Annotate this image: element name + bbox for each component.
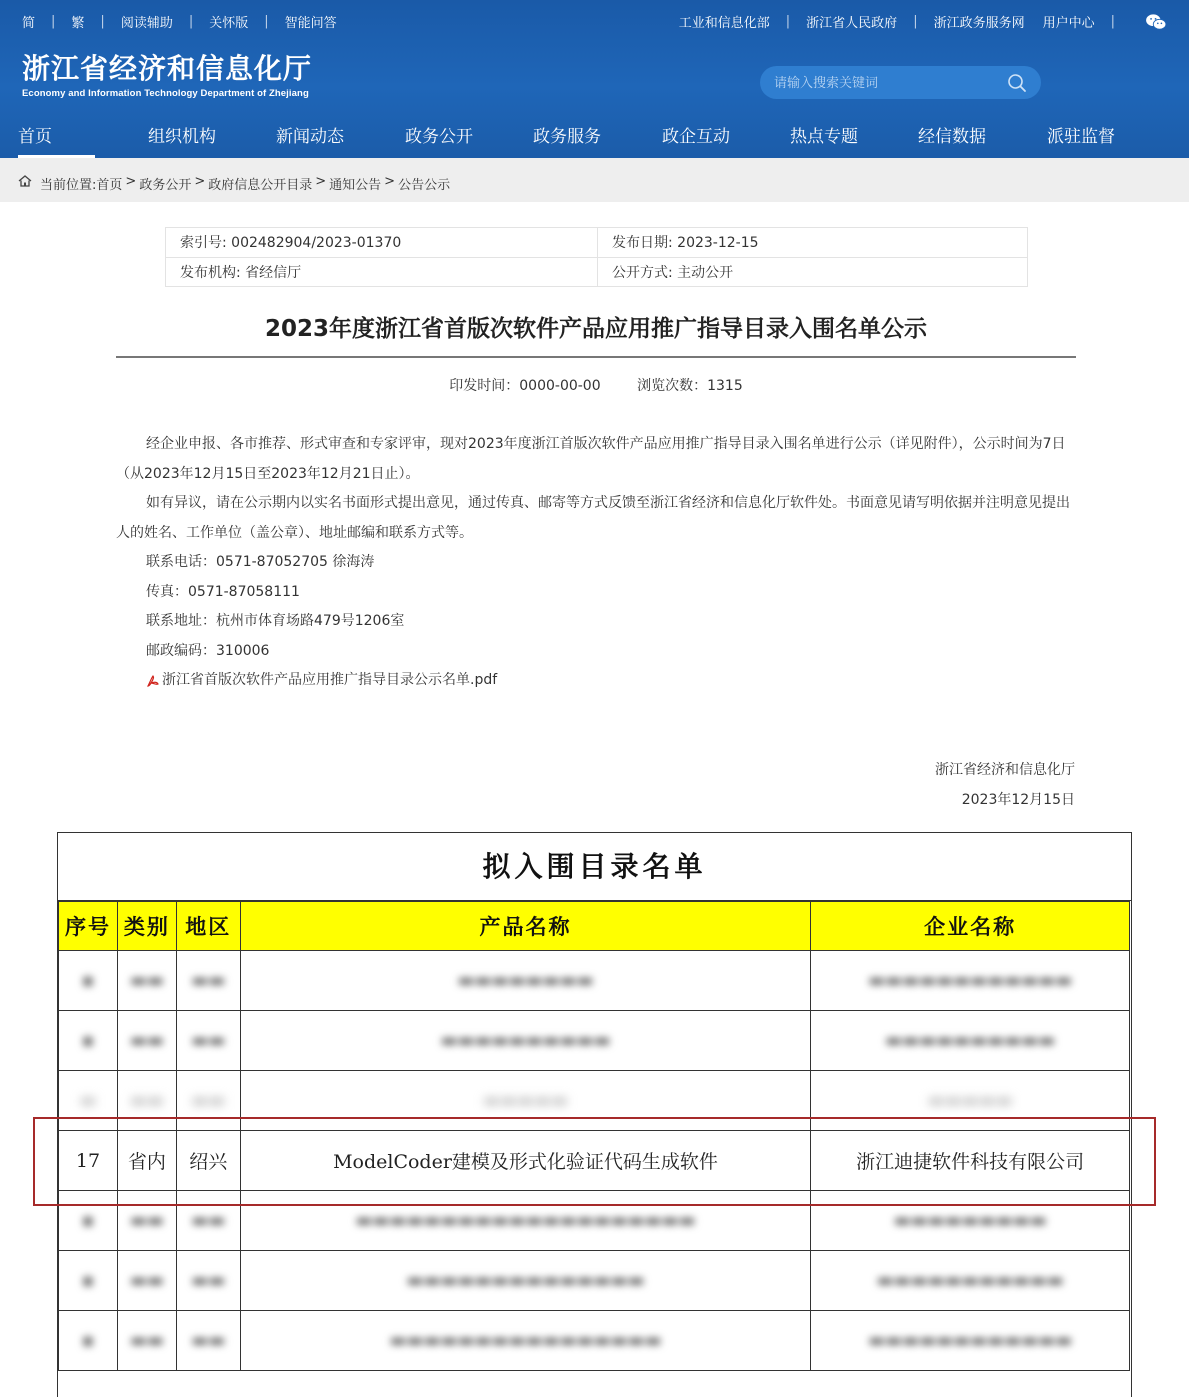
blurred-cell: ▬▬▬▬▬▬▬▬▬▬▬▬▬▬▬▬▬▬▬▬	[240, 1191, 810, 1251]
blurred-row	[59, 1191, 1130, 1251]
nav-gov-services[interactable]: 政务服务	[533, 127, 601, 147]
nav-interaction[interactable]: 政企互动	[662, 127, 730, 147]
blurred-cell: ▬▬▬▬▬▬▬▬▬▬▬▬	[811, 951, 1130, 1011]
candidate-list-image	[57, 832, 1132, 1397]
blurred-cell: ▬▬▬▬▬▬▬▬▬▬▬▬▬▬▬▬	[240, 1311, 810, 1371]
nav-organization[interactable]: 组织机构	[148, 127, 216, 147]
breadcrumb-separator: >	[125, 174, 137, 189]
blurred-cell: ▬▬	[176, 1191, 240, 1251]
blurred-cell: ▬▬▬▬▬	[811, 1071, 1130, 1131]
meta-publish-date: 发布日期: 2023-12-15	[612, 235, 759, 251]
blurred-cell: ▬▬	[117, 1251, 176, 1311]
blurred-cell: ▬	[59, 1071, 118, 1131]
top-bar-right	[679, 12, 1167, 31]
separator: |	[51, 14, 56, 29]
signature-block	[935, 755, 1075, 815]
title-divider	[116, 356, 1076, 358]
blurred-cell: ▬▬	[176, 1311, 240, 1371]
breadcrumb-home[interactable]: 首页	[96, 178, 123, 193]
breadcrumb-separator: >	[194, 174, 206, 189]
blurred-cell: ▬▬▬▬▬	[240, 1071, 810, 1131]
logo-chinese-name: 浙江省经济和信息化厅	[22, 52, 313, 85]
top-bar-left	[22, 12, 337, 31]
breadcrumb	[0, 158, 1189, 202]
article-body	[116, 430, 1076, 696]
breadcrumb-prefix: 当前位置:	[40, 178, 97, 193]
miit-link[interactable]: 工业和信息化部	[678, 16, 770, 31]
site-header	[0, 0, 1189, 158]
row-region: 绍兴	[176, 1131, 240, 1191]
blurred-row	[59, 1071, 1130, 1131]
top-bar	[0, 0, 1189, 40]
blurred-cell: ▬▬	[117, 1011, 176, 1071]
breadcrumb-trail	[40, 174, 450, 193]
separator: |	[913, 14, 918, 29]
article-meta-table	[165, 227, 1028, 287]
nav-home[interactable]: 首页	[18, 118, 95, 158]
zj-gov-link[interactable]: 浙江省人民政府	[806, 16, 898, 31]
blurred-cell: ▬▬	[176, 951, 240, 1011]
blurred-cell: ▬▬	[117, 1311, 176, 1371]
zj-service-link[interactable]: 浙江政务服务网	[933, 16, 1025, 31]
column-header-no: 序号	[59, 902, 118, 951]
logo-english-name: Economy and Information Technology Department of Zhejiang	[22, 88, 309, 99]
contact-phone: 联系电话：0571-87052705 徐海涛	[146, 554, 375, 570]
separator: |	[785, 14, 791, 29]
article-title: 2023年度浙江省首版次软件产品应用推广指导目录入围名单公示	[264, 316, 927, 342]
nav-supervision[interactable]: 派驻监督	[1047, 127, 1115, 147]
blurred-row	[59, 1311, 1130, 1371]
blurred-cell: ▬▬▬▬▬▬▬▬▬	[811, 1191, 1130, 1251]
nav-news[interactable]: 新闻动态	[276, 127, 344, 147]
row-company: 浙江迪捷软件科技有限公司	[811, 1131, 1130, 1191]
site-logo[interactable]	[22, 52, 312, 99]
meta-publisher: 发布机构: 省经信厅	[180, 265, 302, 281]
blurred-cell: ▬▬▬▬▬▬▬▬▬▬▬	[811, 1251, 1130, 1311]
separator: |	[264, 14, 269, 29]
blurred-cell: ▪	[59, 1251, 118, 1311]
blurred-cell: ▬▬	[117, 951, 176, 1011]
meta-index-no: 索引号: 002482904/2023-01370	[180, 235, 402, 251]
blurred-cell: ▪	[59, 1191, 118, 1251]
separator: |	[1110, 14, 1115, 29]
highlighted-row	[59, 1131, 1130, 1191]
row-category: 省内	[117, 1131, 176, 1191]
contact-address: 联系地址：杭州市体育场路479号1206室	[146, 613, 405, 629]
search-box	[760, 66, 1041, 99]
wechat-icon[interactable]	[1145, 13, 1167, 31]
smart-qa-link[interactable]: 智能问答	[284, 16, 337, 31]
pdf-icon	[146, 674, 160, 688]
blurred-cell: ▬▬	[176, 1011, 240, 1071]
blurred-cell: ▪	[59, 1011, 118, 1071]
candidate-list-table	[58, 901, 1130, 1371]
row-no: 17	[59, 1131, 118, 1191]
blurred-cell: ▬▬▬▬▬▬▬▬▬▬	[811, 1011, 1130, 1071]
care-version-link[interactable]: 关怀版	[209, 16, 249, 31]
nav-gov-affairs[interactable]: 政务公开	[405, 127, 473, 147]
column-header-category: 类别	[117, 902, 176, 951]
column-header-product: 产品名称	[240, 902, 810, 951]
blurred-cell: ▬▬	[117, 1191, 176, 1251]
breadcrumb-notices[interactable]: 通知公告	[329, 178, 382, 193]
blurred-cell: ▬▬	[176, 1071, 240, 1131]
attachment-filename: 浙江省首版次软件产品应用推广指导目录公示名单.pdf	[162, 672, 498, 688]
breadcrumb-separator: >	[384, 174, 396, 189]
signature-org: 浙江省经济和信息化厅	[935, 762, 1075, 778]
blurred-cell: ▪	[59, 951, 118, 1011]
blurred-cell: ▬▬▬▬▬▬▬▬▬▬▬▬▬▬	[240, 1251, 810, 1311]
blurred-cell: ▬▬▬▬▬▬▬▬	[240, 951, 810, 1011]
search-icon[interactable]	[1007, 73, 1027, 93]
blurred-row	[59, 951, 1130, 1011]
blurred-cell: ▬▬	[117, 1071, 176, 1131]
main-nav	[0, 118, 1189, 158]
home-icon	[18, 175, 32, 187]
breadcrumb-gov-affairs[interactable]: 政务公开	[139, 178, 192, 193]
attachment-link[interactable]	[116, 666, 1076, 696]
row-product: ModelCoder建模及形式化验证代码生成软件	[240, 1131, 810, 1191]
article-paragraph: 如有异议，请在公示期内以实名书面形式提出意见，通过传真、邮寄等方式反馈至浙江省经济和信息化厅软件处。书面意见请写明依据并注明意见提出人的姓名、工作单位（盖公章）、地址邮编和联系方式等。	[116, 495, 1070, 541]
user-center-link[interactable]: 用户中心	[1042, 16, 1095, 31]
issue-time: 印发时间：0000-00-00	[449, 378, 601, 394]
reading-aid-link[interactable]: 阅读辅助	[120, 16, 173, 31]
breadcrumb-announcements[interactable]: 公告公示	[398, 178, 451, 193]
separator: |	[188, 14, 194, 29]
breadcrumb-catalog[interactable]: 政府信息公开目录	[208, 178, 313, 193]
signature-date: 2023年12月15日	[961, 792, 1075, 808]
meta-disclosure: 公开方式: 主动公开	[612, 265, 734, 281]
blurred-cell: ▬▬▬▬▬▬▬▬▬▬	[240, 1011, 810, 1071]
view-count: 浏览次数：1315	[637, 378, 743, 394]
blurred-cell: ▪	[59, 1311, 118, 1371]
search-input[interactable]	[774, 73, 994, 93]
article-paragraph: 经企业申报、各市推荐、形式审查和专家评审，现对2023年度浙江首版次软件产品应用推广指导目录入围名单进行公示（详见附件），公示时间为7日（从2023年12月15日至2023年12月21日止）。	[116, 436, 1066, 482]
article-stats	[116, 375, 1076, 395]
blurred-cell: ▬▬	[176, 1251, 240, 1311]
table-header-row	[59, 902, 1130, 951]
contact-fax: 传真：0571-87058111	[146, 583, 300, 600]
traditional-chinese-link[interactable]: 繁	[71, 16, 85, 31]
contact-postcode: 邮政编码：310006	[146, 642, 270, 659]
column-header-region: 地区	[176, 902, 240, 951]
separator: |	[100, 14, 105, 29]
candidate-list-title: 拟入围目录名单	[58, 833, 1131, 901]
nav-topics[interactable]: 热点专题	[790, 127, 858, 147]
nav-data[interactable]: 经信数据	[918, 127, 986, 147]
breadcrumb-separator: >	[315, 174, 327, 189]
blurred-row	[59, 1251, 1130, 1311]
blurred-row	[59, 1011, 1130, 1071]
column-header-company: 企业名称	[811, 902, 1130, 951]
blurred-cell: ▬▬▬▬▬▬▬▬▬▬▬▬	[811, 1311, 1130, 1371]
simplified-chinese-link[interactable]: 简	[22, 16, 36, 31]
